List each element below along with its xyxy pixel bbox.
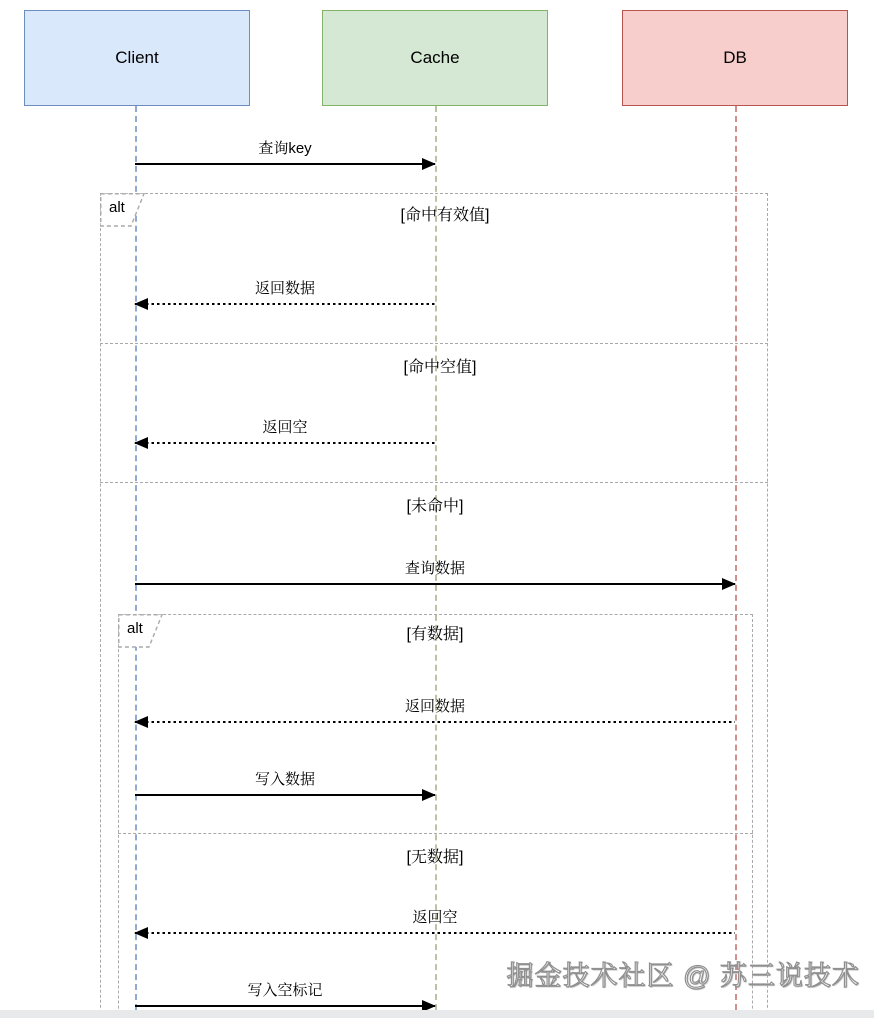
- message-query-db-label: 查询数据: [404, 560, 465, 577]
- actor-cache-label: Cache: [410, 48, 460, 67]
- message-return-data-1: [135, 277, 435, 305]
- arrowhead-left-icon: [134, 437, 148, 449]
- message-line: [135, 303, 435, 305]
- message-line: [135, 442, 435, 444]
- message-query-key: [135, 137, 435, 165]
- page-bottom-strip: [0, 1010, 874, 1018]
- guard-hit-empty: [命中空值]: [403, 359, 477, 376]
- alt-frame-outer-divider-1: [100, 343, 768, 344]
- actor-client: [24, 10, 250, 106]
- actor-db-label: DB: [723, 48, 747, 67]
- message-return-empty-1: [135, 416, 435, 444]
- message-line: [135, 794, 435, 796]
- message-return-data-2: [135, 695, 735, 723]
- message-write-data-label: 写入数据: [254, 771, 315, 788]
- message-line: [135, 1005, 435, 1007]
- alt-frame-inner-divider-1: [118, 833, 753, 834]
- alt-operator-inner: [118, 614, 164, 648]
- message-return-empty-2: [135, 906, 735, 934]
- actor-cache: [322, 10, 548, 106]
- arrowhead-right-icon: [422, 158, 436, 170]
- message-write-empty-mark: [135, 979, 435, 1007]
- guard-no-data: [无数据]: [406, 849, 464, 866]
- actor-client-label: Client: [115, 48, 159, 67]
- message-return-empty-2-label: 返回空: [412, 909, 458, 926]
- message-line: [135, 583, 735, 585]
- alt-operator-inner-text: alt: [127, 620, 143, 637]
- guard-has-data: [有数据]: [406, 626, 464, 643]
- message-write-data: [135, 768, 435, 796]
- arrowhead-left-icon: [134, 927, 148, 939]
- message-query-db: [135, 557, 735, 585]
- message-return-data-2-label: 返回数据: [404, 698, 465, 715]
- arrowhead-left-icon: [134, 298, 148, 310]
- actor-db: [622, 10, 848, 106]
- message-write-empty-mark-label: 写入空标记: [247, 982, 323, 999]
- arrowhead-right-icon: [422, 789, 436, 801]
- message-return-data-1-label: 返回数据: [254, 280, 315, 297]
- arrowhead-left-icon: [134, 716, 148, 728]
- alt-operator-outer-text: alt: [109, 199, 125, 216]
- guard-miss: [未命中]: [406, 498, 464, 515]
- message-query-key-label: 查询key: [258, 140, 312, 157]
- message-return-empty-1-label: 返回空: [262, 419, 308, 436]
- alt-frame-outer-divider-2: [100, 482, 768, 483]
- message-line: [135, 721, 735, 723]
- arrowhead-right-icon: [722, 578, 736, 590]
- watermark: 掘金技术社区 @ 苏三说技术: [506, 961, 860, 991]
- message-line: [135, 932, 735, 934]
- guard-hit-valid: [命中有效值]: [400, 207, 490, 224]
- alt-operator-outer: [100, 193, 146, 227]
- message-line: [135, 163, 435, 165]
